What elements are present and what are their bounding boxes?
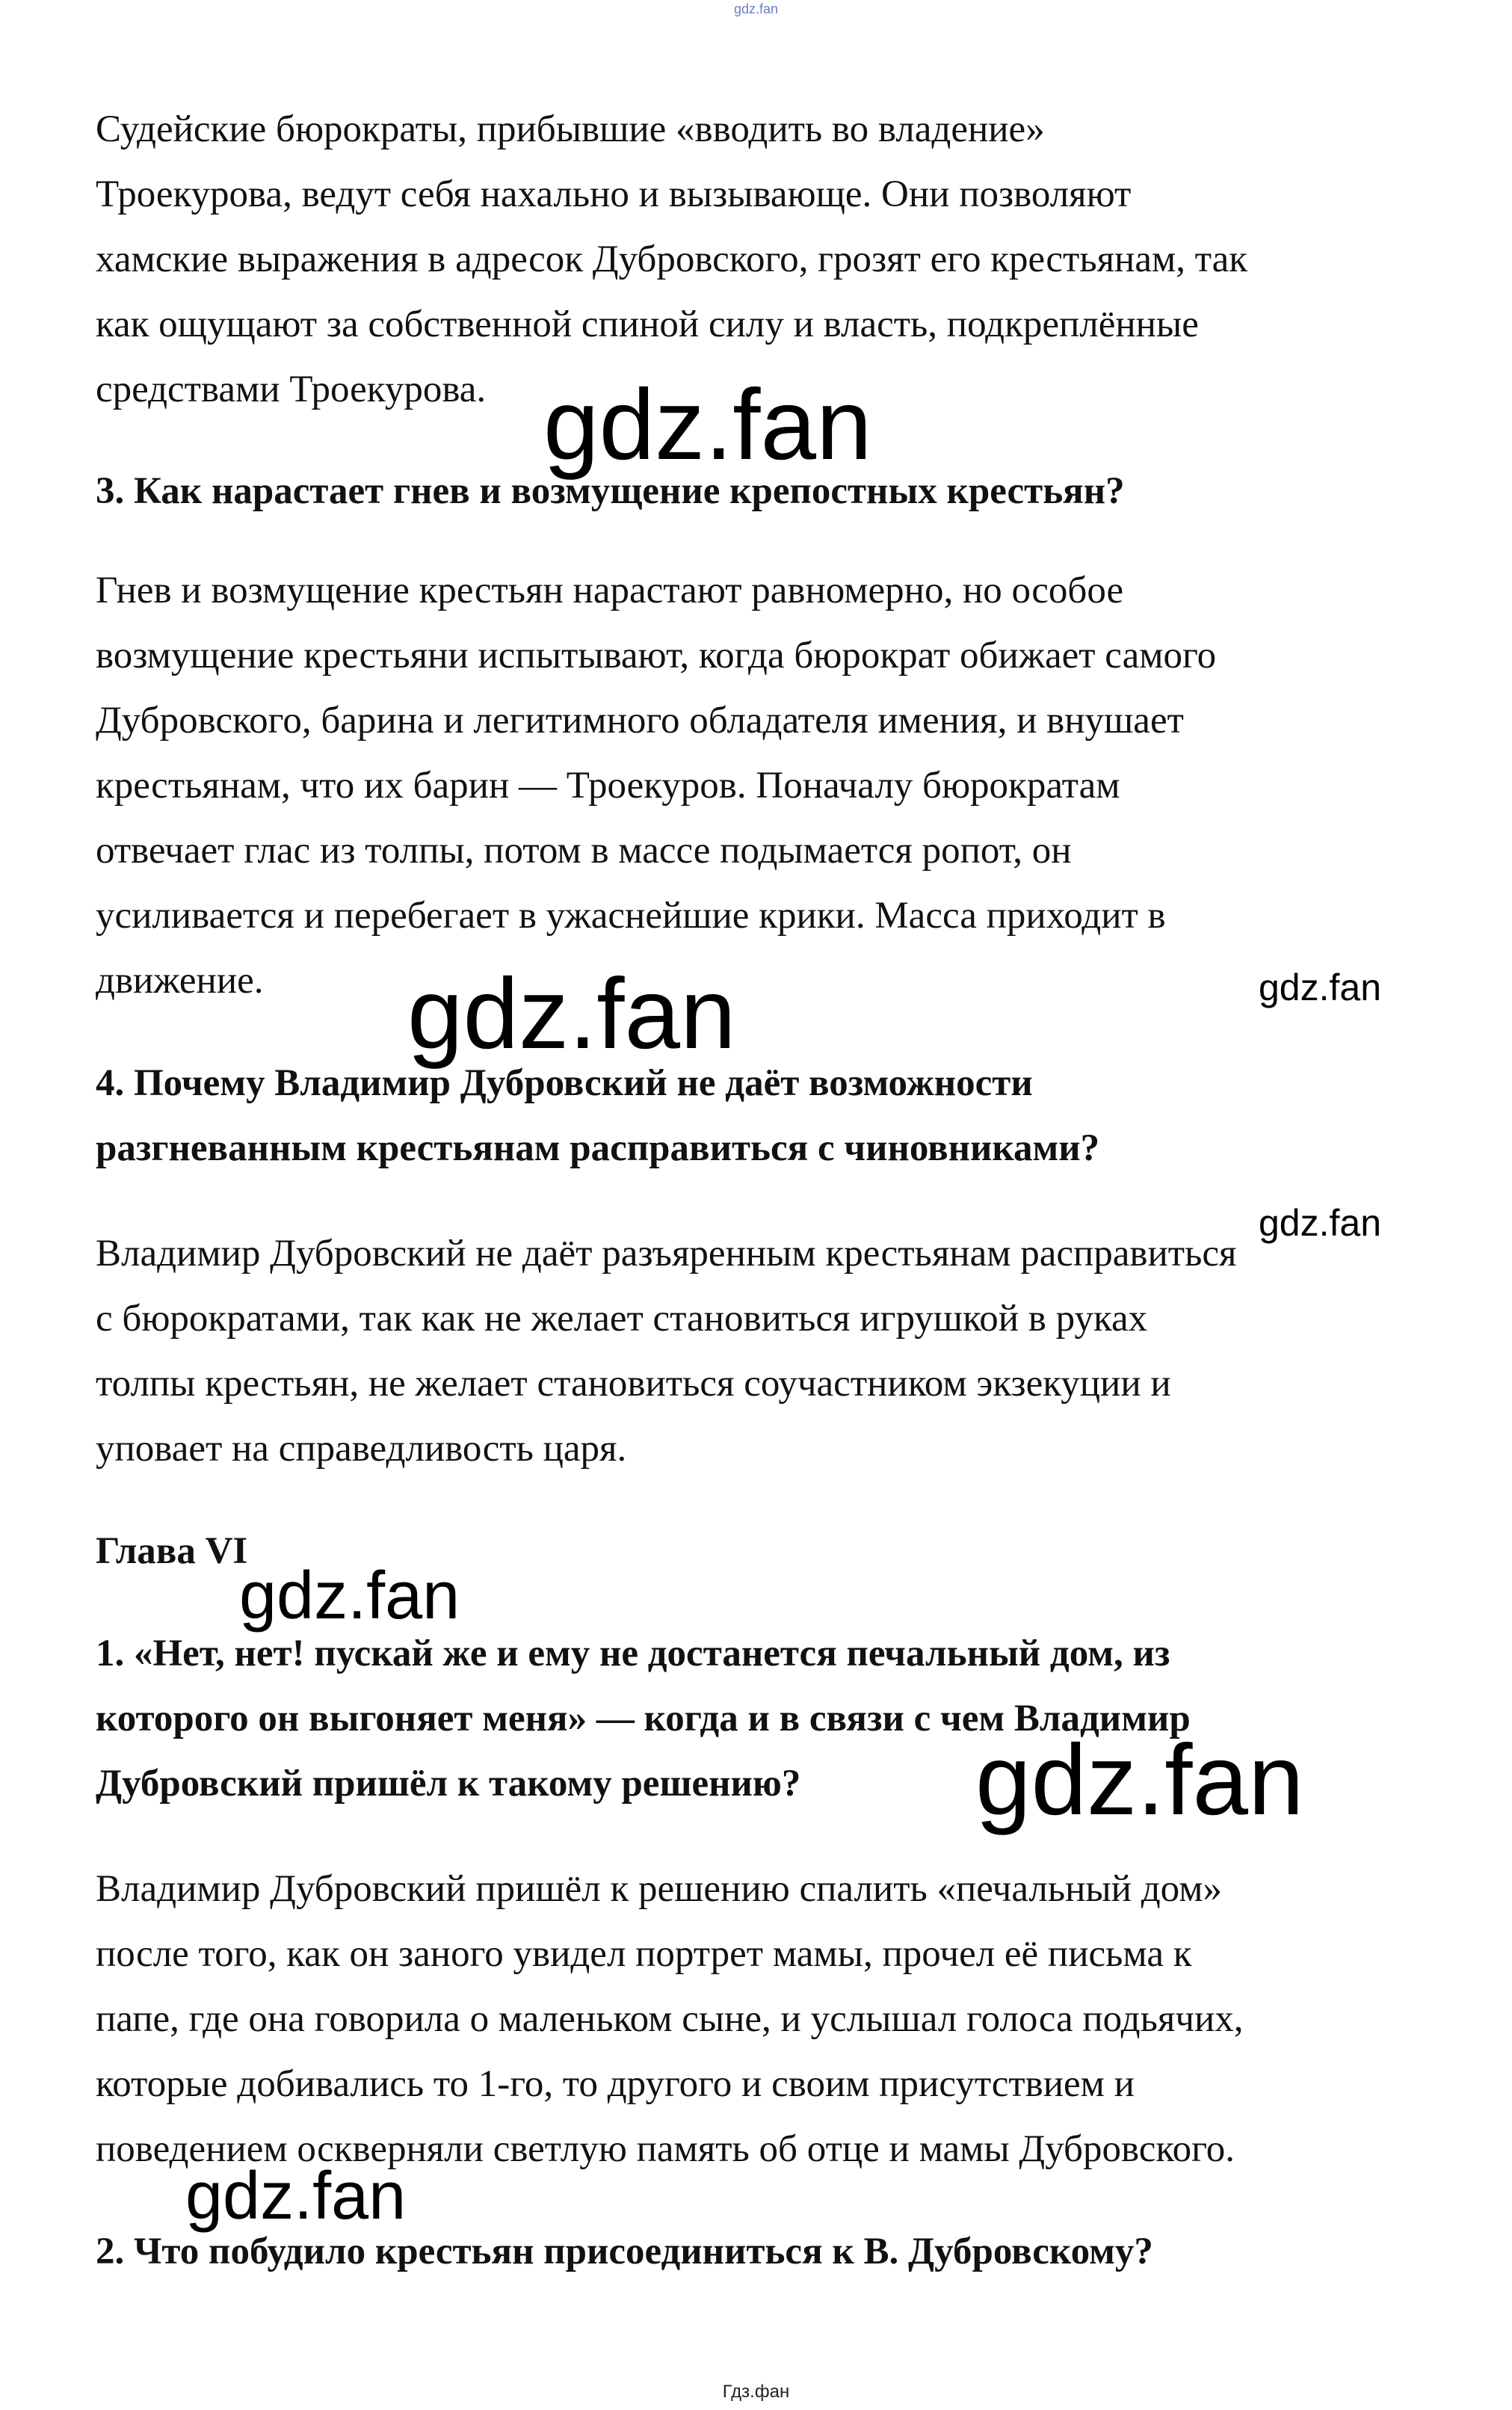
answer-3 [96, 558, 1441, 1014]
text-line: хамские выражения в адресок Дубровского, грозят его крестьянам, так [96, 238, 1248, 280]
text-line: как ощущают за собственной спиной силу и власть, подкреплённые [96, 303, 1199, 345]
text-line: папе, где она говорила о маленьком сыне, и услышал голоса подьячих, [96, 1998, 1244, 2040]
text-line: поведением оскверняли светлую память об отце и мамы Дубровского. [96, 2128, 1235, 2170]
text-line: 3. Как нарастает гнев и возмущение крепостных крестьян? [96, 470, 1125, 512]
top-watermark-text: gdz.fan [733, 1, 779, 16]
watermark: gdz.fan [543, 369, 872, 481]
text-line: возмущение крестьяни испытывают, когда бюрократ обижает самого [96, 635, 1217, 677]
text-line: Судейские бюрократы, прибывшие «вводить во владение» [96, 108, 1045, 150]
watermark: gdz.fan [185, 2159, 407, 2234]
text-line: Дубровского, барина и легитимного обладателя имения, и внушает [96, 700, 1184, 742]
answer-4 [96, 1221, 1441, 1482]
text-line: 2. Что побудило крестьян присоединиться к В. Дубровскому? [96, 2231, 1153, 2272]
text-line: разгневанным крестьянам расправиться с чиновниками? [96, 1127, 1100, 1169]
watermark: gdz.fan [1259, 967, 1382, 1008]
text-line: 4. Почему Владимир Дубровский не даёт возможности [96, 1062, 1033, 1104]
text-line: Владимир Дубровский пришёл к решению спалить «печальный дом» [96, 1868, 1222, 1910]
text-line: которые добивались то 1-го, то другого и своим присутствием и [96, 2063, 1135, 2105]
text-line: уповает на справедливость царя. [96, 1428, 627, 1470]
watermark: gdz.fan [1259, 1202, 1382, 1244]
text-line: Дубровский пришёл к такому решению? [96, 1763, 801, 1805]
text-line: Глава VI [96, 1530, 248, 1572]
text-line: движение. [96, 960, 264, 1002]
text-line: которого он выгоняет меня» — когда и в связи с чем Владимир [96, 1698, 1191, 1739]
watermark: gdz.fan [239, 1559, 460, 1633]
text-line: усиливается и перебегает в ужаснейшие крики. Масса приходит в [96, 895, 1166, 937]
text-line: с бюрократами, так как не желает становиться игрушкой в руках [96, 1298, 1148, 1340]
text-line: средствами Троекурова. [96, 369, 487, 410]
answer-6-1 [96, 1857, 1441, 2182]
watermark: gdz.fan [407, 958, 736, 1070]
text-line: крестьянам, что их барин — Троекуров. Поначалу бюрократам [96, 765, 1120, 807]
text-line: Гнев и возмущение крестьян нарастают равномерно, но особое [96, 570, 1124, 611]
footer-text: Гдз.фан [722, 2382, 790, 2402]
text-line: Троекурова, ведут себя нахально и вызывающе. Они позволяют [96, 173, 1132, 215]
text-line: после того, как он заного увидел портрет мамы, прочел её письма к [96, 1933, 1192, 1975]
watermark: gdz.fan [975, 1725, 1304, 1836]
text-line: отвечает глас из толпы, потом в массе подымается ропот, он [96, 830, 1072, 872]
text-line: 1. «Нет, нет! пускай же и ему не достанется печальный дом, из [96, 1633, 1170, 1674]
text-line: толпы крестьян, не желает становиться соучастником экзекуции и [96, 1363, 1171, 1405]
question-4 [96, 1051, 1441, 1181]
text-line: Владимир Дубровский не даёт разъяренным крестьянам расправиться [96, 1233, 1237, 1275]
